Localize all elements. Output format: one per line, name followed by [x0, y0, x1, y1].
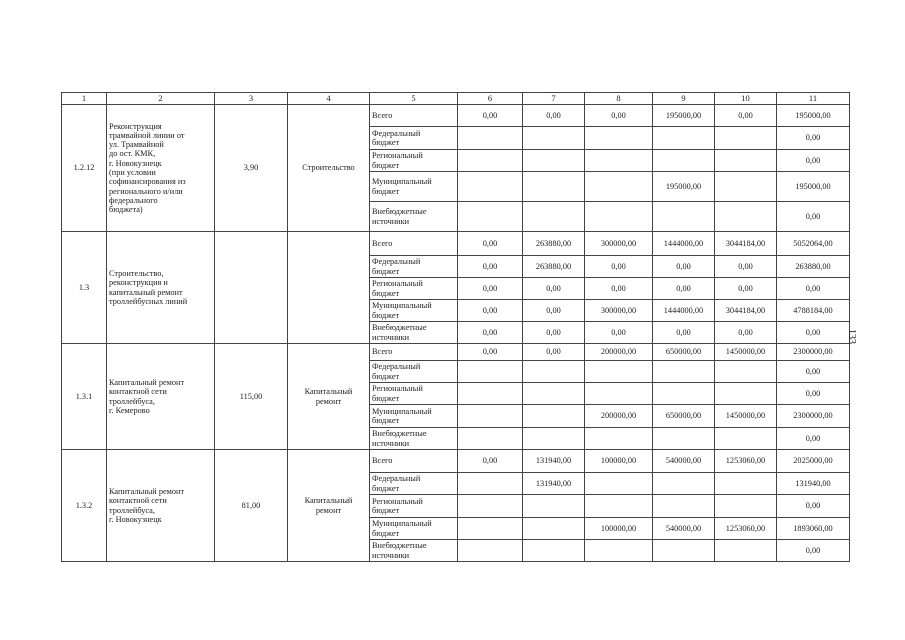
text-line: софинансирования из	[109, 177, 186, 187]
text-line: источники	[372, 550, 410, 560]
text-line: бюджет	[372, 288, 400, 298]
amount-cell: 300000,00	[585, 300, 653, 322]
amount-cell: 0,00	[777, 278, 850, 300]
amount-cell	[715, 540, 777, 562]
amount-cell	[585, 150, 653, 172]
funding-source	[370, 361, 458, 383]
amount-cell: 0,00	[777, 322, 850, 344]
amount-cell: 0,00	[777, 127, 850, 150]
work-type	[288, 232, 370, 344]
text-line: федерального	[109, 195, 158, 205]
text-line: капитальный ремонт	[109, 287, 183, 297]
amount-cell	[585, 495, 653, 518]
item-name	[107, 232, 215, 344]
amount-cell: 263880,00	[777, 256, 850, 278]
header-row	[62, 93, 850, 105]
funding-source	[370, 278, 458, 300]
text-line: ремонт	[315, 505, 342, 515]
amount-cell	[653, 361, 715, 383]
text-line: бюджет	[372, 393, 400, 403]
column-number-header: 7	[523, 93, 585, 105]
text-line: бюджет	[372, 506, 400, 515]
amount-cell	[458, 518, 523, 540]
text-line: Капитальный	[304, 387, 353, 397]
funding-source	[370, 232, 458, 256]
funding-source	[370, 172, 458, 202]
amount-cell	[653, 202, 715, 232]
amount-cell: 0,00	[715, 256, 777, 278]
amount-cell: 0,00	[523, 105, 585, 127]
amount-cell: 0,00	[585, 105, 653, 127]
amount-cell	[653, 150, 715, 172]
table-row	[62, 450, 850, 473]
amount-cell	[523, 361, 585, 383]
text-line: Региональный	[372, 496, 423, 506]
amount-cell: 0,00	[458, 256, 523, 278]
amount-cell: 540000,00	[653, 450, 715, 473]
amount-cell: 0,00	[585, 322, 653, 344]
amount-cell: 1450000,00	[715, 344, 777, 361]
funding-source	[370, 450, 458, 473]
amount-cell: 0,00	[715, 278, 777, 300]
item-capacity: 81,00	[215, 450, 288, 562]
amount-cell: 0,00	[585, 278, 653, 300]
amount-cell: 131940,00	[523, 473, 585, 495]
amount-cell: 0,00	[523, 322, 585, 344]
text-line: источники	[372, 216, 410, 226]
text-line: Федеральный	[372, 362, 421, 372]
text-line: Реконструкция	[109, 121, 162, 131]
text-line: Внебюджетные	[372, 541, 427, 551]
text-line: до ост. КМК,	[109, 149, 156, 159]
amount-cell	[458, 405, 523, 428]
column-number-header: 3	[215, 93, 288, 105]
item-code: 1.3	[62, 232, 107, 344]
amount-cell	[585, 361, 653, 383]
amount-cell	[458, 127, 523, 150]
amount-cell	[458, 361, 523, 383]
budget-table	[61, 92, 850, 562]
text-line: Капитальный	[304, 496, 353, 506]
text-line: Федеральный	[372, 257, 421, 267]
text-line: Внебюджетные	[372, 429, 427, 439]
amount-cell: 0,00	[653, 256, 715, 278]
column-number-header: 8	[585, 93, 653, 105]
work-type	[288, 105, 370, 232]
amount-cell: 5052064,00	[777, 232, 850, 256]
funding-source	[370, 518, 458, 540]
text-line: Внебюджетные	[372, 323, 427, 333]
text-line: бюджет	[372, 528, 400, 538]
funding-source	[370, 383, 458, 405]
amount-cell: 0,00	[715, 322, 777, 344]
amount-cell	[523, 518, 585, 540]
text-line: Всего	[372, 238, 393, 248]
column-number-header: 10	[715, 93, 777, 105]
text-line: г. Новокузнецк	[109, 158, 162, 168]
item-code: 1.3.1	[62, 344, 107, 450]
item-capacity: 115,00	[215, 344, 288, 450]
amount-cell: 200000,00	[585, 344, 653, 361]
amount-cell	[653, 473, 715, 495]
amount-cell: 1893060,00	[777, 518, 850, 540]
text-line: Федеральный	[372, 474, 421, 484]
text-line: бюджет	[372, 371, 400, 381]
text-line: Внебюджетные	[372, 207, 427, 217]
amount-cell: 0,00	[777, 540, 850, 562]
text-line: ремонт	[315, 396, 342, 406]
funding-source	[370, 540, 458, 562]
text-line: контактной сети	[109, 496, 167, 506]
amount-cell	[715, 172, 777, 202]
amount-cell	[458, 495, 523, 518]
amount-cell: 131940,00	[777, 473, 850, 495]
amount-cell: 2025000,00	[777, 450, 850, 473]
amount-cell	[458, 150, 523, 172]
amount-cell: 1253060,00	[715, 518, 777, 540]
amount-cell: 1444000,00	[653, 300, 715, 322]
text-line: регионального и/или	[109, 186, 183, 196]
funding-source	[370, 300, 458, 322]
amount-cell	[653, 540, 715, 562]
amount-cell: 0,00	[653, 322, 715, 344]
text-line: Всего	[372, 347, 393, 357]
amount-cell	[523, 428, 585, 450]
funding-source	[370, 428, 458, 450]
amount-cell	[523, 202, 585, 232]
amount-cell	[523, 540, 585, 562]
funding-source	[370, 495, 458, 518]
item-name	[107, 344, 215, 450]
table-row	[62, 232, 850, 256]
text-line: источники	[372, 438, 410, 448]
text-line: бюджет	[372, 160, 400, 170]
text-line: Региональный	[372, 384, 423, 394]
amount-cell	[523, 405, 585, 428]
amount-cell	[523, 127, 585, 150]
text-line: бюджет	[372, 266, 400, 276]
amount-cell	[523, 383, 585, 405]
amount-cell	[585, 540, 653, 562]
funding-source	[370, 256, 458, 278]
funding-source	[370, 322, 458, 344]
amount-cell: 0,00	[777, 150, 850, 172]
text-line: бюджет	[372, 483, 400, 493]
amount-cell: 0,00	[458, 344, 523, 361]
text-line: бюджета)	[109, 205, 143, 215]
text-line: бюджет	[372, 138, 400, 147]
amount-cell: 0,00	[458, 322, 523, 344]
table-row	[62, 105, 850, 127]
funding-source	[370, 150, 458, 172]
amount-cell	[523, 172, 585, 202]
item-name	[107, 105, 215, 232]
text-line: Всего	[372, 110, 393, 120]
text-line: Федеральный	[372, 128, 421, 138]
amount-cell	[458, 540, 523, 562]
amount-cell: 195000,00	[777, 172, 850, 202]
text-line: Строительство,	[109, 268, 164, 278]
amount-cell: 200000,00	[585, 405, 653, 428]
amount-cell: 100000,00	[585, 518, 653, 540]
item-capacity: 3,90	[215, 105, 288, 232]
amount-cell: 131940,00	[523, 450, 585, 473]
column-number-header: 4	[288, 93, 370, 105]
item-capacity	[215, 232, 288, 344]
amount-cell: 4788184,00	[777, 300, 850, 322]
text-line: г. Новокузнецк	[109, 514, 162, 524]
amount-cell: 1444000,00	[653, 232, 715, 256]
amount-cell	[715, 202, 777, 232]
funding-source	[370, 127, 458, 150]
amount-cell: 3044184,00	[715, 300, 777, 322]
amount-cell: 0,00	[458, 278, 523, 300]
text-line: Всего	[372, 456, 393, 466]
amount-cell: 0,00	[458, 300, 523, 322]
text-line: источники	[372, 332, 410, 342]
amount-cell: 0,00	[653, 278, 715, 300]
column-number-header: 6	[458, 93, 523, 105]
amount-cell	[585, 127, 653, 150]
amount-cell: 1253060,00	[715, 450, 777, 473]
amount-cell: 0,00	[458, 232, 523, 256]
funding-source	[370, 105, 458, 127]
work-type	[288, 344, 370, 450]
column-number-header: 1	[62, 93, 107, 105]
text-line: троллейбуса,	[109, 396, 155, 406]
amount-cell: 100000,00	[585, 450, 653, 473]
funding-source	[370, 344, 458, 361]
amount-cell: 195000,00	[653, 172, 715, 202]
funding-source	[370, 405, 458, 428]
amount-cell: 0,00	[715, 105, 777, 127]
amount-cell: 263880,00	[523, 232, 585, 256]
text-line: Строительство	[302, 163, 355, 173]
amount-cell: 2300000,00	[777, 344, 850, 361]
funding-source	[370, 473, 458, 495]
amount-cell: 0,00	[523, 278, 585, 300]
text-line: бюджет	[372, 310, 400, 320]
item-code: 1.3.2	[62, 450, 107, 562]
column-number-header: 11	[777, 93, 850, 105]
amount-cell	[715, 361, 777, 383]
text-line: ул. Трамвайной	[109, 140, 164, 150]
amount-cell	[458, 172, 523, 202]
amount-cell	[715, 383, 777, 405]
work-type	[288, 450, 370, 562]
amount-cell: 0,00	[523, 344, 585, 361]
item-code: 1.2.12	[62, 105, 107, 232]
amount-cell	[715, 150, 777, 172]
column-number-header: 2	[107, 93, 215, 105]
amount-cell: 0,00	[458, 105, 523, 127]
amount-cell	[585, 428, 653, 450]
amount-cell: 0,00	[777, 361, 850, 383]
amount-cell: 0,00	[777, 202, 850, 232]
amount-cell	[715, 428, 777, 450]
amount-cell	[523, 150, 585, 172]
text-line: трамвайной линии от	[109, 130, 185, 140]
amount-cell	[585, 473, 653, 495]
amount-cell: 195000,00	[653, 105, 715, 127]
text-line: бюджет	[372, 186, 400, 196]
amount-cell: 263880,00	[523, 256, 585, 278]
amount-cell	[458, 202, 523, 232]
amount-cell	[458, 383, 523, 405]
column-number-header: 5	[370, 93, 458, 105]
amount-cell	[585, 383, 653, 405]
funding-source	[370, 202, 458, 232]
text-line: Капитальный ремонт	[109, 486, 185, 496]
amount-cell: 2300000,00	[777, 405, 850, 428]
amount-cell: 0,00	[777, 428, 850, 450]
amount-cell: 650000,00	[653, 344, 715, 361]
text-line: Региональный	[372, 151, 423, 161]
amount-cell	[523, 495, 585, 518]
amount-cell	[458, 473, 523, 495]
amount-cell	[653, 495, 715, 518]
amount-cell: 540000,00	[653, 518, 715, 540]
text-line: контактной сети	[109, 387, 167, 397]
amount-cell: 195000,00	[777, 105, 850, 127]
amount-cell: 0,00	[523, 300, 585, 322]
column-number-header: 9	[653, 93, 715, 105]
amount-cell	[715, 473, 777, 495]
text-line: Региональный	[372, 279, 423, 289]
text-line: (при условии	[109, 168, 156, 177]
page-number: 133	[846, 329, 857, 344]
table-row	[62, 344, 850, 361]
amount-cell	[585, 202, 653, 232]
text-line: троллейбусных линий	[109, 296, 188, 306]
text-line: троллейбуса,	[109, 505, 155, 515]
text-line: г. Кемерово	[109, 405, 150, 415]
amount-cell: 0,00	[777, 383, 850, 405]
amount-cell: 300000,00	[585, 232, 653, 256]
text-line: Капитальный ремонт	[109, 377, 185, 387]
amount-cell	[715, 495, 777, 518]
item-name	[107, 450, 215, 562]
text-line: Муниципальный	[372, 177, 432, 187]
amount-cell: 0,00	[458, 450, 523, 473]
amount-cell	[715, 127, 777, 150]
amount-cell	[458, 428, 523, 450]
text-line: бюджет	[372, 416, 400, 425]
amount-cell	[585, 172, 653, 202]
text-line: реконструкция и	[109, 278, 168, 288]
amount-cell	[653, 383, 715, 405]
amount-cell: 0,00	[777, 495, 850, 518]
amount-cell: 3044184,00	[715, 232, 777, 256]
amount-cell: 650000,00	[653, 405, 715, 428]
amount-cell: 0,00	[585, 256, 653, 278]
text-line: Муниципальный	[372, 519, 432, 529]
amount-cell	[653, 428, 715, 450]
text-line: Муниципальный	[372, 406, 432, 416]
amount-cell	[653, 127, 715, 150]
amount-cell: 1450000,00	[715, 405, 777, 428]
text-line: Муниципальный	[372, 301, 432, 311]
